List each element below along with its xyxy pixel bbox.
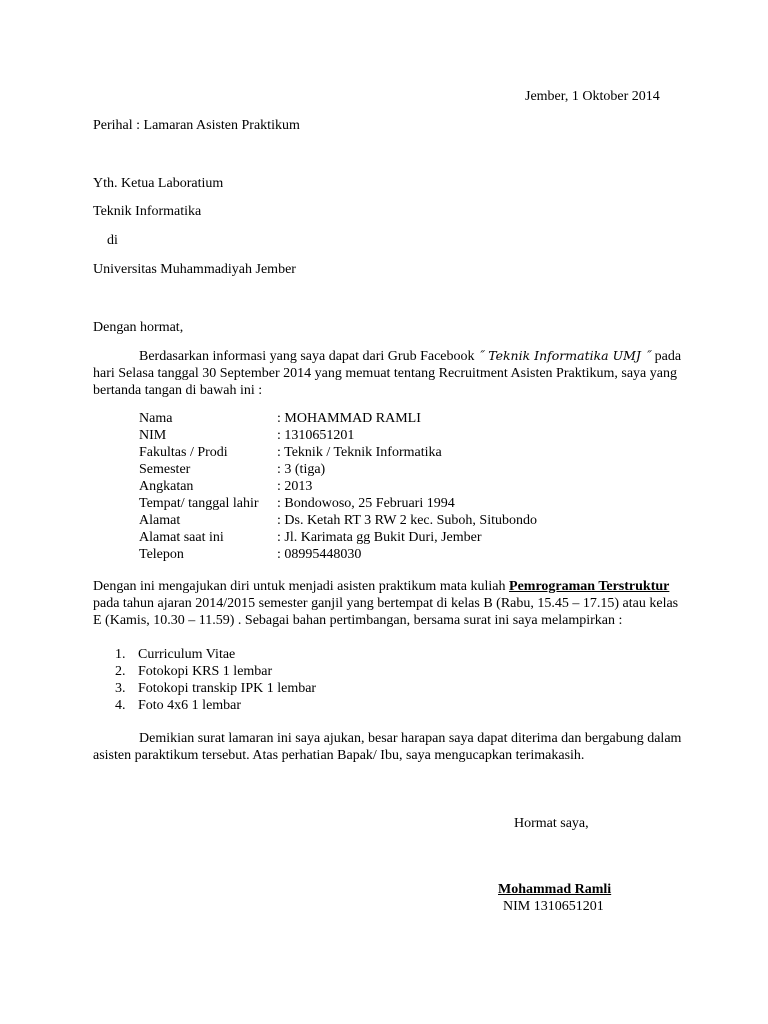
- identity-label: Nama: [139, 411, 173, 426]
- signature-nim: NIM 1310651201: [503, 899, 604, 914]
- closing-salutation: Hormat saya,: [514, 816, 589, 831]
- identity-value: : 2013: [277, 479, 313, 494]
- list-text: Fotokopi transkip IPK 1 lembar: [138, 681, 317, 696]
- recipient-university: Universitas Muhammadiyah Jember: [93, 262, 296, 277]
- letter-date: Jember, 1 Oktober 2014: [525, 89, 660, 104]
- identity-label: Alamat saat ini: [139, 530, 224, 545]
- recipient-department: Teknik Informatika: [93, 204, 202, 219]
- identity-label: Semester: [139, 462, 191, 477]
- identity-label: Tempat/ tanggal lahir: [139, 496, 259, 511]
- identity-value: : Bondowoso, 25 Februari 1994: [277, 496, 455, 511]
- identity-value: : Jl. Karimata gg Bukit Duri, Jember: [277, 530, 482, 545]
- application-text-part2: pada tahun ajaran 2014/2015 semester ganjil yang bertempat di kelas B (Rabu, 15.45 – 17.15) atau kelas E (Kamis, 10.30 – 11.59) . Sebagai bahan pertimbangan, bersama surat ini saya melampirkan :: [93, 596, 679, 628]
- identity-value: : 08995448030: [277, 547, 362, 562]
- list-text: Foto 4x6 1 lembar: [138, 698, 242, 713]
- list-number: 2.: [115, 664, 126, 679]
- identity-value: : Ds. Ketah RT 3 RW 2 kec. Suboh, Situbondo: [277, 513, 537, 528]
- application-text-part1: Dengan ini mengajukan diri untuk menjadi asisten praktikum mata kuliah: [93, 579, 510, 594]
- identity-label: Telepon: [139, 547, 184, 562]
- intro-text-part2: pada hari Selasa tanggal 30 September 2014 yang memuat tentang Recruitment Asisten Praktikum, saya yang bertanda tangan di bawah ini :: [93, 349, 682, 398]
- identity-label: NIM: [139, 428, 167, 443]
- list-number: 3.: [115, 681, 126, 696]
- identity-value: : 3 (tiga): [277, 462, 326, 477]
- letter-subject: Perihal : Lamaran Asisten Praktikum: [93, 118, 300, 133]
- recipient-preposition: di: [107, 233, 118, 248]
- list-number: 1.: [115, 647, 126, 662]
- intro-paragraph: [93, 347, 683, 399]
- list-text: Fotokopi KRS 1 lembar: [138, 664, 273, 679]
- identity-value: : 1310651201: [277, 428, 355, 443]
- identity-value: : MOHAMMAD RAMLI: [277, 411, 421, 426]
- facebook-group-name: ˝ Teknik Informatika UMJ ˝: [478, 348, 652, 363]
- intro-text-part1: Berdasarkan informasi yang saya dapat dari Grub Facebook: [139, 349, 478, 364]
- identity-label: Fakultas / Prodi: [139, 445, 228, 460]
- course-name: Pemrograman Terstruktur: [509, 579, 670, 594]
- application-paragraph: [93, 578, 683, 629]
- list-number: 4.: [115, 698, 126, 713]
- greeting: Dengan hormat,: [93, 320, 184, 335]
- identity-label: Angkatan: [139, 479, 194, 494]
- identity-label: Alamat: [139, 513, 181, 528]
- identity-value: : Teknik / Teknik Informatika: [277, 445, 442, 460]
- recipient-title: Yth. Ketua Laboratium: [93, 176, 224, 191]
- list-text: Curriculum Vitae: [138, 647, 236, 662]
- signature-name: Mohammad Ramli: [498, 882, 612, 897]
- closing-paragraph: Demikian surat lamaran ini saya ajukan, besar harapan saya dapat diterima dan bergabung dalam asisten paraktikum tersebut. Atas perhatian Bapak/ Ibu, saya mengucapkan terimakasih.: [93, 731, 682, 763]
